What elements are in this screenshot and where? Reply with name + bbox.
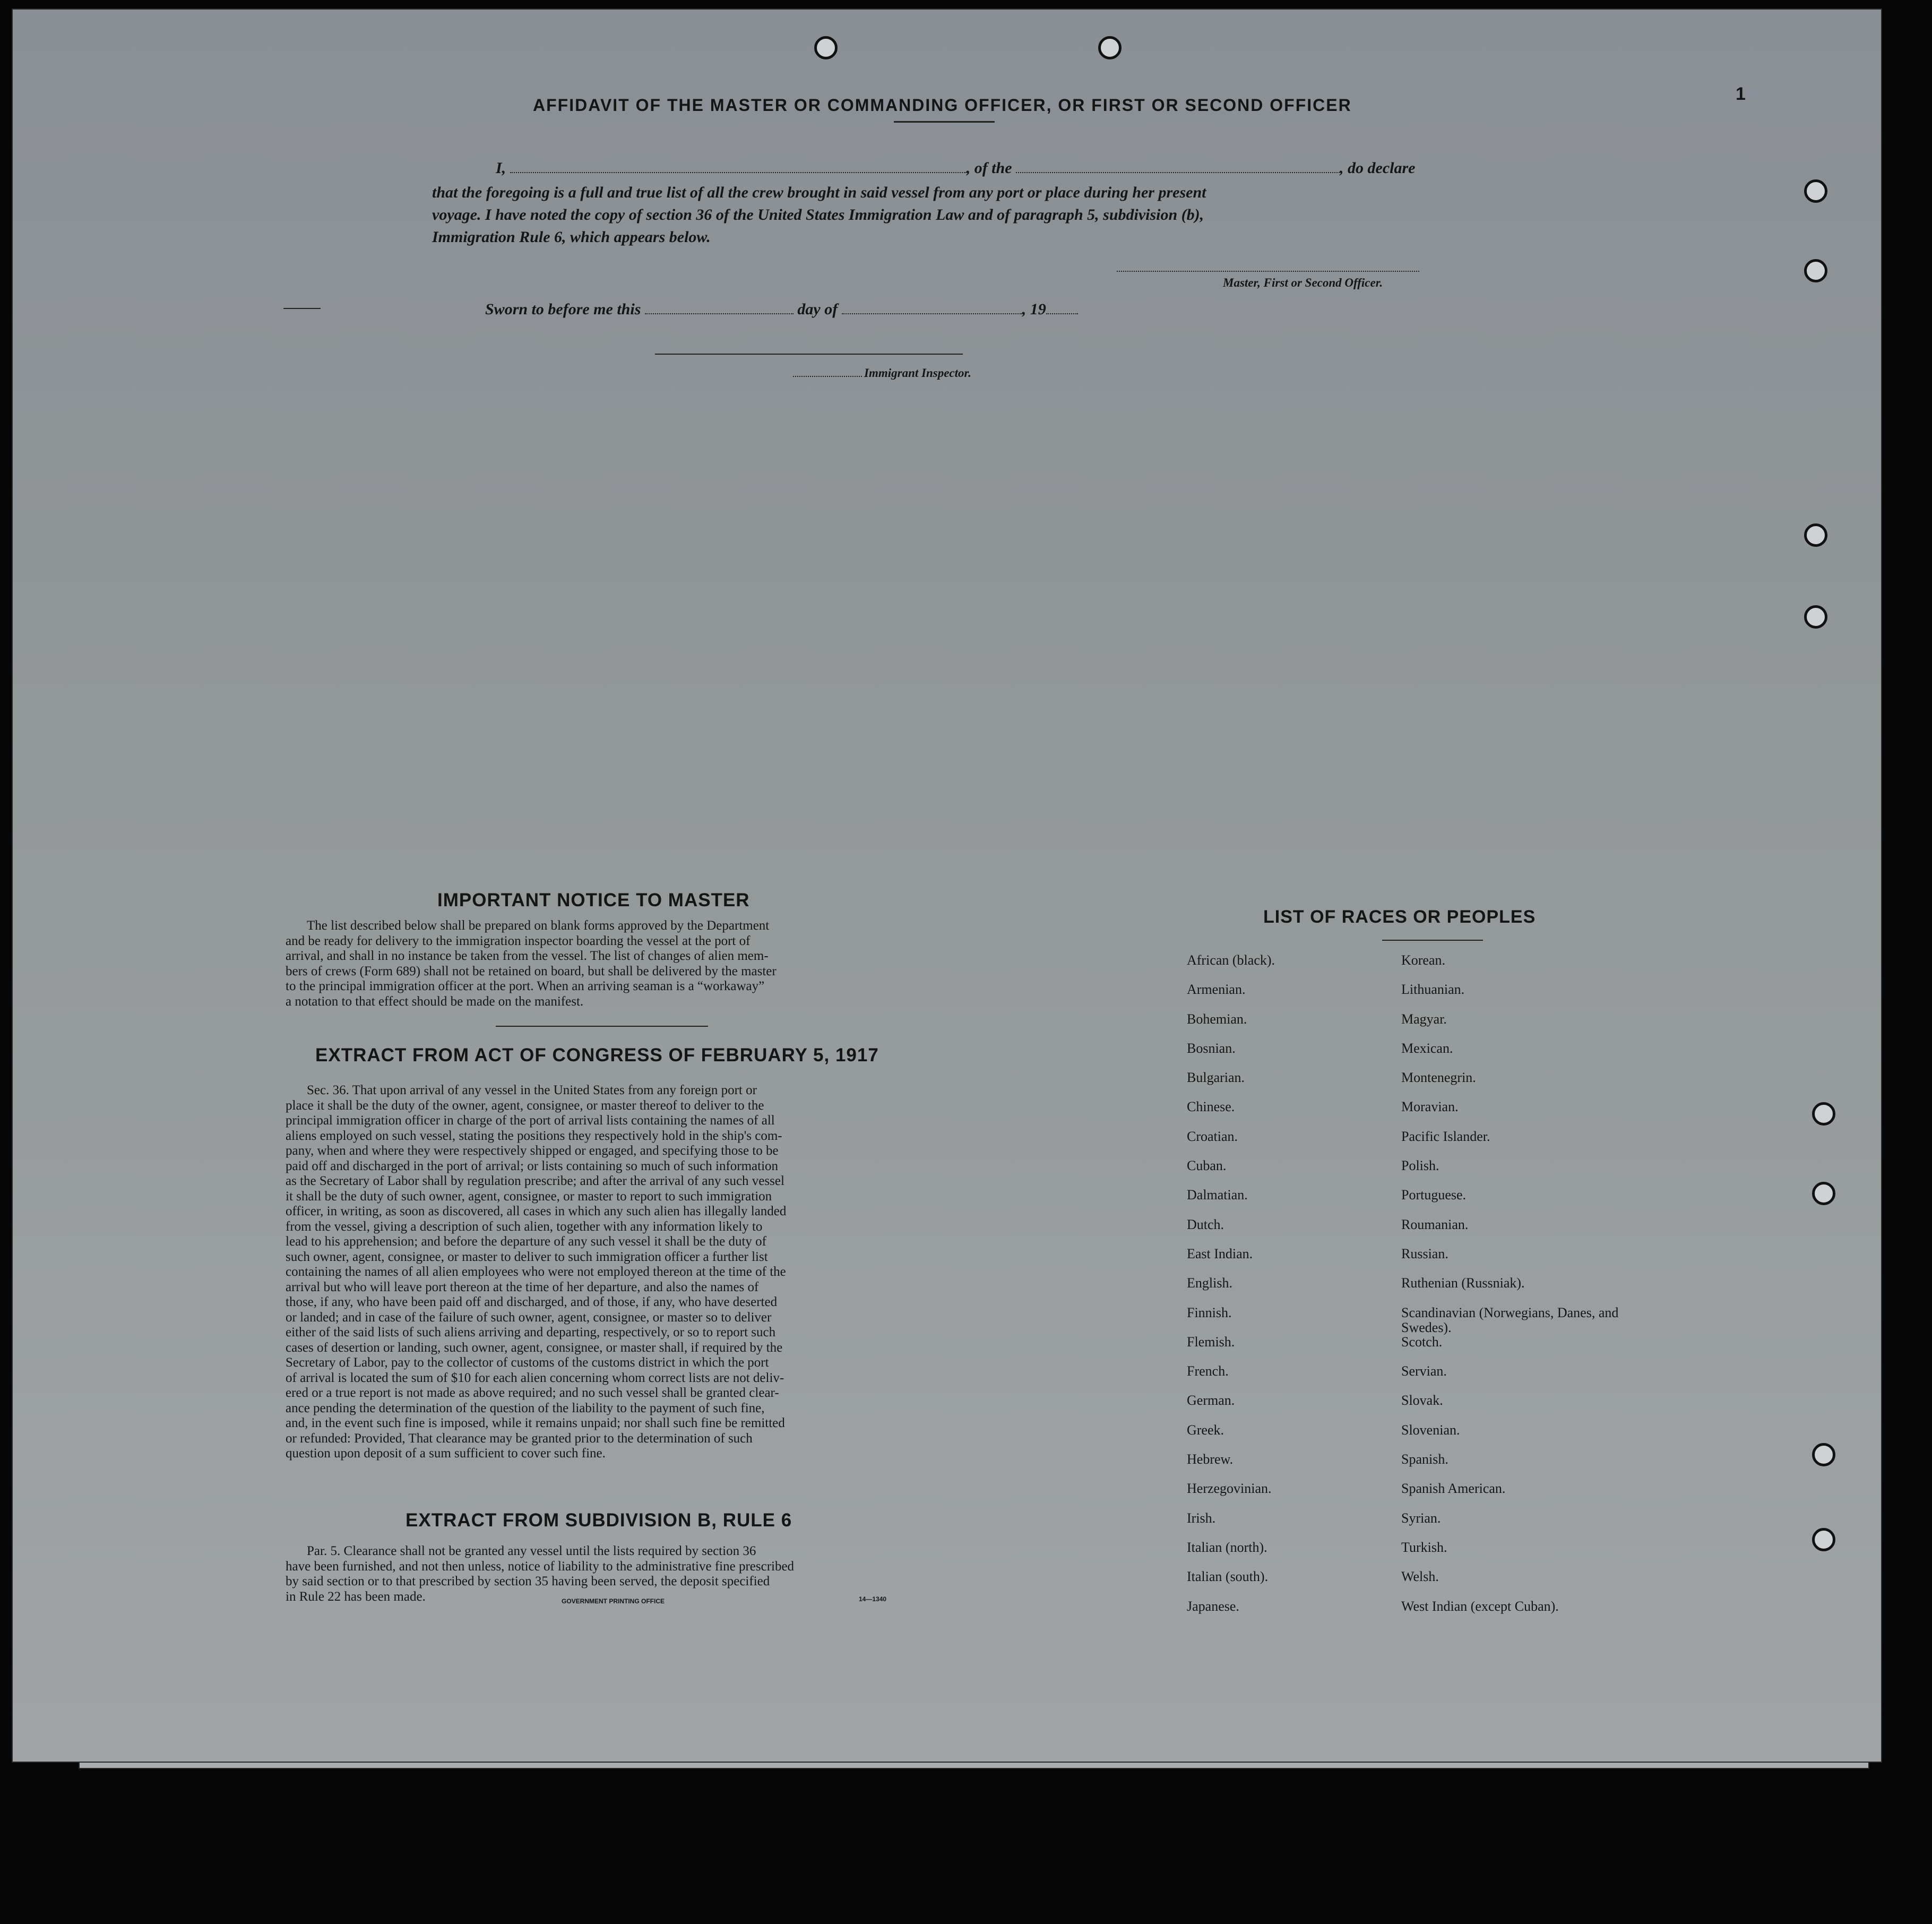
notice-line: a notation to that effect should be made on the manifest. (286, 994, 584, 1009)
race-item: Greek. (1187, 1422, 1224, 1438)
race-item: English. (1187, 1275, 1232, 1291)
punch-hole (1812, 1102, 1835, 1126)
act-line: either of the said lists of such aliens arriving and departing, respectively, or so to report such (286, 1325, 776, 1339)
race-item: Slovak. (1401, 1393, 1443, 1408)
race-item: Welsh. (1401, 1569, 1439, 1585)
punch-hole (1812, 1182, 1835, 1205)
race-item: Korean. (1401, 952, 1446, 968)
punch-hole (1804, 523, 1827, 547)
races-title: LIST OF RACES OR PEOPLES (1263, 907, 1536, 927)
act-line: and, in the event such fine is imposed, while it remains unpaid; nor shall such fine be remitted (286, 1416, 785, 1430)
race-item: Cuban. (1187, 1158, 1227, 1174)
act-body (286, 1083, 915, 1462)
act-line: such owner, agent, consignee, or master to deliver to such immigration officer a further list (286, 1249, 768, 1264)
race-item: Roumanian. (1401, 1216, 1469, 1232)
race-item: Magyar. (1401, 1011, 1447, 1027)
act-line: question upon deposit of a sum sufficient to cover such fine. (286, 1446, 606, 1461)
notice-title: IMPORTANT NOTICE TO MASTER (437, 890, 750, 911)
races-underline (1382, 940, 1483, 941)
act-line: or refunded: Provided, That clearance may be granted prior to the determination of such (286, 1431, 753, 1446)
rule-line: by said section or to that prescribed by section 35 having been served, the deposit specified (286, 1574, 770, 1588)
race-item: Spanish. (1401, 1451, 1448, 1467)
act-line: ered or a true report is not made as above required; and no such vessel shall be granted clear- (286, 1386, 779, 1400)
race-item: Italian (north). (1187, 1539, 1267, 1555)
race-item: Croatian. (1187, 1128, 1238, 1144)
race-item: Russian. (1401, 1246, 1448, 1261)
page-mark: 1 (1736, 84, 1746, 104)
title-underline (894, 121, 995, 123)
race-item: Japanese. (1187, 1598, 1239, 1614)
printer-imprint: GOVERNMENT PRINTING OFFICE (562, 1597, 665, 1605)
race-item: Pacific Islander. (1401, 1128, 1490, 1144)
punch-hole (1098, 36, 1122, 59)
act-line: principal immigration officer in charge of the port of arrival lists containing the names of all (286, 1113, 775, 1128)
rule-body (286, 1544, 915, 1604)
race-item: Dalmatian. (1187, 1187, 1248, 1203)
act-line: Sec. 36. That upon arrival of any vessel in the United States from any foreign port or (307, 1083, 757, 1097)
inspector-label: Immigrant Inspector. (864, 366, 971, 380)
race-item: Bulgarian. (1187, 1070, 1245, 1086)
punch-hole (814, 36, 838, 59)
race-item: African (black). (1187, 952, 1275, 968)
race-item: Spanish American. (1401, 1481, 1506, 1497)
sworn-label: Sworn to before me this (485, 300, 641, 318)
act-line: place it shall be the duty of the owner, agent, consignee, or master thereof to deliver to the (286, 1098, 764, 1113)
act-line: or landed; and in case of the failure of such owner, agent, consignee, or master so to deliver (286, 1310, 772, 1325)
rule-line: Par. 5. Clearance shall not be granted any vessel until the lists required by section 36 (307, 1544, 756, 1558)
race-item: German. (1187, 1393, 1235, 1408)
notice-divider (496, 1026, 708, 1027)
race-item: Servian. (1401, 1363, 1447, 1379)
punch-hole (1812, 1528, 1835, 1551)
rule-line: have been furnished, and not then unless, notice of liability to the administrative fine prescribed (286, 1559, 795, 1574)
vessel-field[interactable] (1016, 172, 1340, 173)
punch-hole (1804, 259, 1827, 282)
affidavit-statement-1: that the foregoing is a full and true list of all the crew brought in said vessel from any port or place during her present (432, 184, 1206, 201)
act-line: those, if any, who have been paid off and discharged, and of those, if any, who have deserted (286, 1295, 778, 1309)
act-line: ance pending the determination of the question of the liability to the payment of such fine, (286, 1401, 765, 1415)
race-item: Polish. (1401, 1158, 1439, 1174)
act-line: Secretary of Labor, pay to the collector of customs of the customs district in which the port (286, 1355, 769, 1370)
race-item: Ruthenian (Russniak). (1401, 1275, 1525, 1291)
race-item: Moravian. (1401, 1099, 1459, 1115)
act-line: arrival but who will leave port thereon at the time of her departure, and also the names of (286, 1279, 759, 1294)
notice-line: The list described below shall be prepared on blank forms approved by the Department (307, 918, 770, 933)
races-list (1187, 953, 1664, 1628)
act-line: containing the names of all alien employees who were not employed thereon at the time of the (286, 1265, 786, 1279)
race-item: Hebrew. (1187, 1451, 1234, 1467)
sworn-month-field[interactable] (842, 313, 1022, 314)
race-item: Syrian. (1401, 1510, 1441, 1526)
race-item: Turkish. (1401, 1539, 1447, 1555)
inspector-signature-line[interactable] (655, 354, 963, 355)
act-line: officer, in writing, as soon as discovered, all cases in which any such alien has illegally landed (286, 1204, 787, 1218)
punch-hole (1804, 605, 1827, 629)
race-item: Slovenian. (1401, 1422, 1460, 1438)
race-item: Lithuanian. (1401, 982, 1465, 998)
race-item: Scotch. (1401, 1334, 1443, 1350)
race-item: Bosnian. (1187, 1040, 1236, 1056)
punch-hole (1812, 1443, 1835, 1466)
notice-body (286, 918, 915, 1009)
day-of-label: day of (797, 300, 838, 318)
act-line: pany, when and where they were respectively shipped or engaged, and specifying those to be (286, 1144, 779, 1158)
race-item: Finnish. (1187, 1304, 1232, 1320)
act-line: it shall be the duty of such owner, agent, consignee, or master to report to such immigration (286, 1189, 772, 1204)
race-item: East Indian. (1187, 1246, 1253, 1261)
race-item: West Indian (except Cuban). (1401, 1598, 1559, 1614)
race-item: Armenian. (1187, 982, 1246, 998)
notice-line: arrival, and shall in no instance be taken from the vessel. The list of changes of alien mem- (286, 949, 769, 963)
race-item: Bohemian. (1187, 1011, 1247, 1027)
notice-line: bers of crews (Form 689) shall not be retained on board, but shall be delivered by the master (286, 964, 777, 978)
line1-declare-label: , do declare (1340, 159, 1416, 177)
race-item: Dutch. (1187, 1216, 1224, 1232)
sworn-day-field[interactable] (645, 313, 794, 314)
punch-hole (1804, 179, 1827, 203)
inspector-line (793, 366, 971, 380)
act-line: from the vessel, giving a description of such alien, together with any information likely to (286, 1219, 763, 1234)
name-field[interactable] (510, 172, 967, 173)
act-line: paid off and discharged in the port of arrival; or lists containing so much of such information (286, 1158, 779, 1173)
affidavit-title: AFFIDAVIT OF THE MASTER OR COMMANDING OFFICER, OR FIRST OR SECOND OFFICER (533, 96, 1352, 115)
race-item: Montenegrin. (1401, 1070, 1476, 1086)
signature-label: Master, First or Second Officer. (1223, 276, 1383, 289)
race-item: Portuguese. (1401, 1187, 1467, 1203)
act-line: cases of desertion or landing, such owner, agent, consignee, or master shall, if required by the (286, 1340, 783, 1355)
race-item: French. (1187, 1363, 1229, 1379)
year-label: , 19 (1022, 300, 1046, 318)
act-line: lead to his apprehension; and before the departure of any such vessel it shall be the duty of (286, 1234, 766, 1249)
rule-last-line: in Rule 22 has been made. (286, 1589, 426, 1604)
sworn-line (485, 300, 1175, 319)
notice-line: and be ready for delivery to the immigration inspector boarding the vessel at the port of (286, 933, 751, 948)
inspector-dots (793, 376, 862, 377)
act-line: aliens employed on such vessel, stating the positions they respectively hold in the ship's com- (286, 1128, 782, 1143)
race-item: Italian (south). (1187, 1569, 1269, 1585)
race-item: Chinese. (1187, 1099, 1235, 1115)
notice-line: to the principal immigration officer at the port. When an arriving seaman is a “workaway” (286, 979, 765, 993)
act-line: of arrival is located the sum of $10 for each alien concerning whom correct lists are not deliv- (286, 1370, 784, 1385)
sworn-year-field[interactable] (1046, 313, 1078, 314)
margin-dash (283, 308, 321, 309)
signature-line[interactable] (1117, 270, 1419, 272)
race-item: Scandinavian (Norwegians, Danes, and Swedes). (1401, 1304, 1619, 1335)
race-item: Flemish. (1187, 1334, 1235, 1350)
rule-title: EXTRACT FROM SUBDIVISION B, RULE 6 (406, 1510, 792, 1531)
affidavit-statement-2: voyage. I have noted the copy of section 36 of the United States Immigration Law and of paragraph 5, subdivision (b), (432, 206, 1204, 224)
affidavit-statement-3: Immigration Rule 6, which appears below. (432, 228, 711, 246)
line1-of-the-label: , of the (966, 159, 1012, 177)
race-item: Mexican. (1401, 1040, 1453, 1056)
form-code: 14—1340 (859, 1595, 887, 1603)
rule-line (286, 1590, 915, 1605)
act-line: as the Secretary of Labor shall by regulation prescribe; and after the arrival of any such vessel (286, 1174, 784, 1188)
race-item: Irish. (1187, 1510, 1216, 1526)
race-item: Herzegovinian. (1187, 1481, 1272, 1497)
act-title: EXTRACT FROM ACT OF CONGRESS OF FEBRUARY 5, 1917 (315, 1045, 879, 1066)
affidavit-line-1 (496, 159, 1472, 177)
line1-i-label: I, (496, 159, 506, 177)
